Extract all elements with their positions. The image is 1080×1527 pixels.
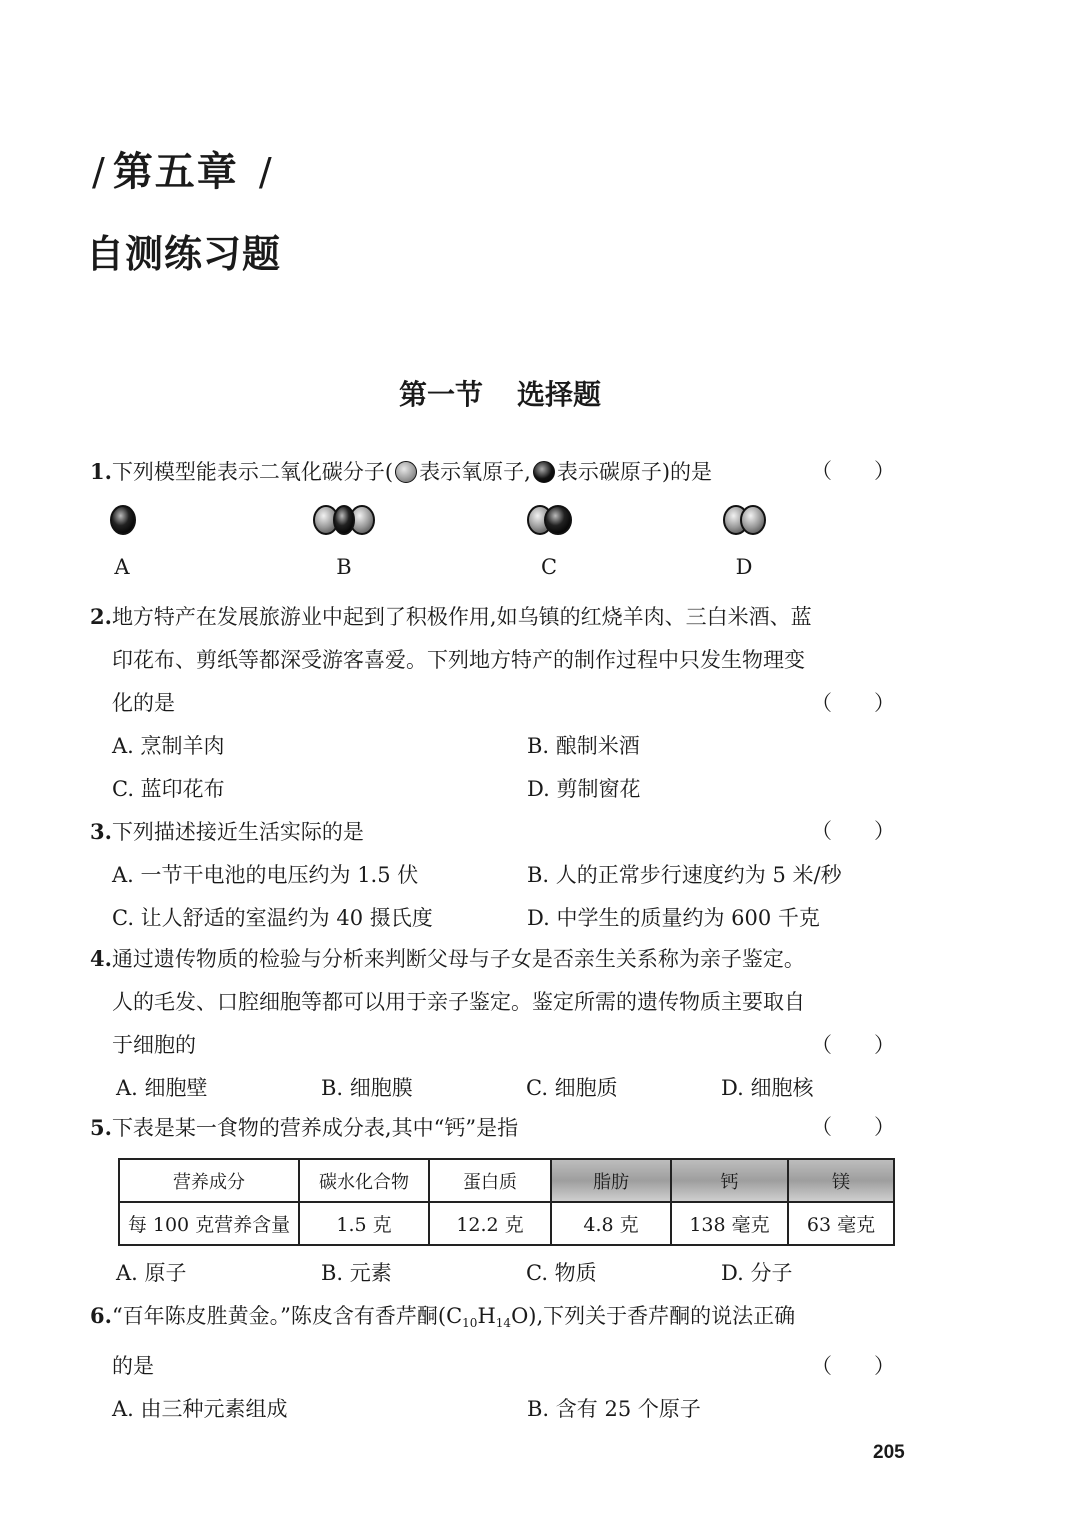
question-1	[90, 450, 895, 494]
section-name: 选择题	[517, 378, 602, 411]
oxygen-atom-icon	[395, 461, 417, 483]
question-5-options	[90, 1252, 895, 1295]
chapter-subtitle: 自测练习题	[86, 232, 282, 276]
model-a	[108, 503, 138, 579]
option-b: B. 人的正常步行速度约为 5 米/秒	[527, 863, 842, 887]
carbon-atom-icon	[533, 461, 555, 483]
table-cell: 12.2 克	[429, 1202, 551, 1245]
option-label: B	[336, 555, 352, 579]
option-b: B. 酿制米酒	[527, 734, 640, 758]
table-header-cell: 碳水化合物	[299, 1159, 429, 1202]
question-text: 通过遗传物质的检验与分析来判断父母与子女是否亲生关系称为亲子鉴定。	[111, 947, 805, 971]
page-number: 205	[873, 1442, 905, 1463]
option-a: A. 一节干电池的电压约为 1.5 伏	[112, 863, 419, 887]
question-4	[90, 937, 895, 1110]
table-cell: 1.5 克	[299, 1202, 429, 1245]
answer-blank: （ ）	[811, 459, 895, 483]
question-text: 于细胞的	[112, 1033, 196, 1057]
option-label: D	[735, 555, 753, 579]
question-text: 表示氧原子,	[419, 460, 531, 484]
question-number: 4.	[90, 946, 112, 971]
table-header-cell: 镁	[788, 1159, 894, 1202]
question-5	[90, 1106, 895, 1150]
question-text: O),下列关于香芹酮的说法正确	[511, 1304, 796, 1328]
option-label: C	[540, 555, 558, 579]
subscript: 10	[462, 1316, 478, 1330]
molecule-b-icon	[312, 503, 376, 537]
table-cell: 63 毫克	[788, 1202, 894, 1245]
model-c	[526, 503, 574, 579]
option-a: A. 原子	[116, 1261, 187, 1285]
molecule-d-icon	[722, 503, 768, 537]
option-d: D. 细胞核	[721, 1076, 814, 1100]
option-d: D. 剪制窗花	[527, 777, 641, 801]
option-b: B. 含有 25 个原子	[527, 1397, 701, 1421]
question-text: 印花布、剪纸等都深受游客喜爱。下列地方特产的制作过程中只发生物理变	[112, 648, 805, 672]
answer-blank: （ ）	[811, 1115, 895, 1139]
question-number: 6.	[90, 1303, 112, 1328]
option-a: A. 细胞壁	[116, 1076, 208, 1100]
section-title	[0, 373, 1000, 413]
table-header-cell: 蛋白质	[429, 1159, 551, 1202]
model-b	[312, 503, 376, 579]
option-a: A. 烹制羊肉	[112, 734, 225, 758]
question-2	[90, 595, 895, 811]
model-d	[722, 503, 768, 579]
question-number: 3.	[90, 819, 112, 844]
options	[90, 725, 895, 811]
question-text: 下列描述接近生活实际的是	[111, 820, 364, 844]
table-header-cell: 营养成分	[119, 1159, 299, 1202]
table-row	[119, 1202, 894, 1245]
question-text: 地方特产在发展旅游业中起到了积极作用,如乌镇的红烧羊肉、三白米酒、蓝	[111, 605, 812, 629]
option-b: B. 细胞膜	[321, 1076, 413, 1100]
option-label: A	[114, 555, 130, 579]
question-number: 5.	[90, 1115, 112, 1140]
question-text: 人的毛发、口腔细胞等都可以用于亲子鉴定。鉴定所需的遗传物质主要取自	[112, 990, 805, 1014]
question-number: 1.	[90, 459, 112, 484]
nutrition-table	[118, 1158, 895, 1246]
option-c: C. 蓝印花布	[112, 777, 225, 801]
option-c: C. 物质	[526, 1261, 597, 1285]
molecule-c-icon	[526, 503, 574, 537]
section-number: 第一节	[398, 378, 483, 411]
molecule-models	[0, 503, 1080, 593]
table-cell: 138 毫克	[671, 1202, 788, 1245]
answer-blank: （ ）	[811, 1033, 895, 1057]
table-cell: 每 100 克营养含量	[119, 1202, 299, 1245]
option-c: C. 让人舒适的室温约为 40 摄氏度	[112, 906, 433, 930]
molecule-a-icon	[108, 503, 138, 537]
table-header-cell: 钙	[671, 1159, 788, 1202]
options	[90, 1388, 895, 1431]
chapter-title: / 第五章 /	[92, 149, 274, 195]
question-text: 表示碳原子)的是	[556, 460, 713, 484]
option-d: D. 中学生的质量约为 600 千克	[527, 906, 820, 930]
options	[90, 1252, 895, 1295]
table-cell: 4.8 克	[551, 1202, 671, 1245]
question-text: 下列模型能表示二氧化碳分子(	[111, 460, 394, 484]
question-number: 2.	[90, 604, 112, 629]
question-6	[90, 1294, 895, 1431]
option-b: B. 元素	[321, 1261, 392, 1285]
question-text: “百年陈皮胜黄金。”陈皮含有香芹酮(C	[111, 1304, 463, 1328]
option-d: D. 分子	[721, 1261, 793, 1285]
question-3	[90, 810, 895, 940]
option-c: C. 细胞质	[526, 1076, 618, 1100]
question-text: 下表是某一食物的营养成分表,其中“钙”是指	[111, 1116, 519, 1140]
options	[90, 854, 895, 940]
chapter-heading	[86, 140, 281, 278]
question-text: 化的是	[112, 691, 175, 715]
subscript: 14	[495, 1316, 512, 1330]
answer-blank: （ ）	[811, 691, 895, 715]
answer-blank: （ ）	[811, 819, 895, 843]
answer-blank: （ ）	[811, 1354, 895, 1378]
option-a: A. 由三种元素组成	[112, 1397, 288, 1421]
question-text: 的是	[112, 1354, 154, 1378]
table-header-cell: 脂肪	[551, 1159, 671, 1202]
question-text: H	[477, 1304, 496, 1328]
table-header-row	[119, 1159, 894, 1202]
options	[90, 1067, 895, 1110]
